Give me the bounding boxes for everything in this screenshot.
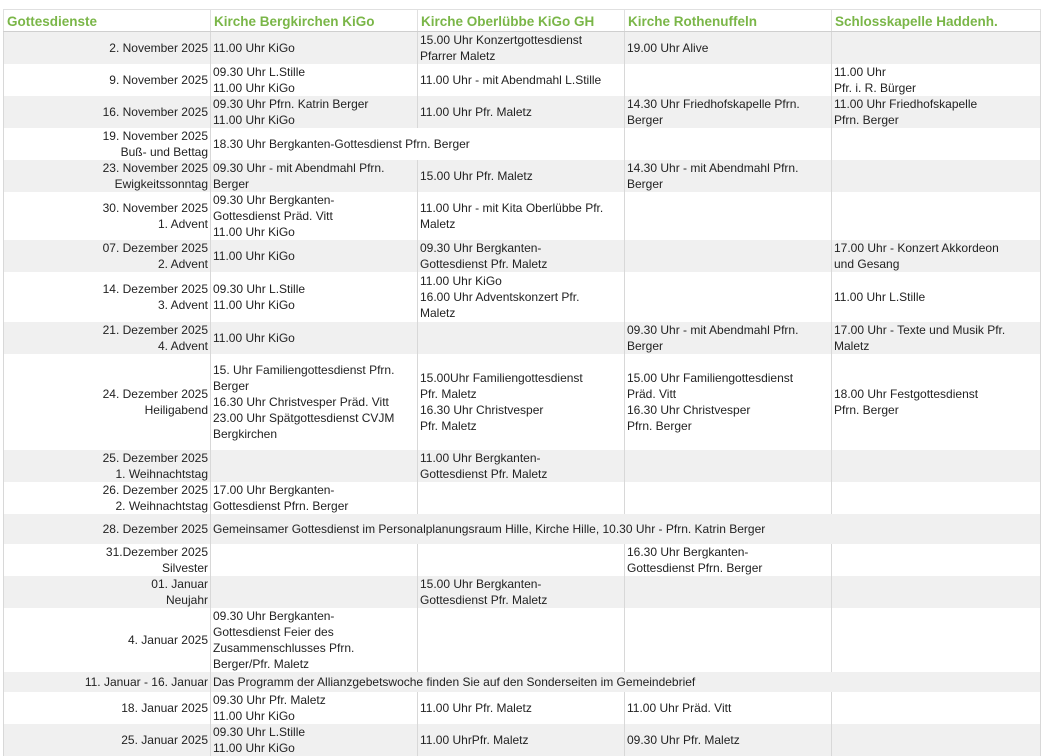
cell-line: Pfrn. Berger: [627, 418, 829, 434]
date-cell: [4, 724, 211, 756]
table-row: [4, 32, 1041, 65]
cell-line: Gottesdienst Präd. Vitt: [213, 208, 415, 224]
cell-line: 11.00 Uhr L.Stille: [834, 289, 1038, 305]
haddenhausen-cell: [832, 450, 1041, 482]
oberluebbe-cell: [418, 692, 625, 724]
cell-line: 09.30 Uhr - mit Abendmahl Pfrn.: [627, 322, 829, 338]
table-row: [4, 482, 1041, 514]
cell-line: Heiligabend: [6, 402, 208, 418]
date-cell: [4, 128, 211, 160]
cell-line: 17.00 Uhr Bergkanten-: [213, 482, 415, 498]
cell-line: 2. November 2025: [6, 40, 208, 56]
haddenhausen-cell: [832, 544, 1041, 576]
oberluebbe-cell: [418, 272, 625, 322]
oberluebbe-cell: [418, 450, 625, 482]
cell-line: 07. Dezember 2025: [6, 240, 208, 256]
haddenhausen-cell: [832, 240, 1041, 272]
oberluebbe-cell: [418, 64, 625, 96]
date-cell: [4, 160, 211, 192]
cell-line: 09.30 Uhr Bergkanten-: [213, 192, 415, 208]
merged-service-cell: [211, 128, 625, 160]
service-cell: [832, 128, 1041, 160]
cell-line: 15.00 Uhr Konzertgottesdienst: [420, 32, 622, 48]
bergkirchen-cell: [211, 544, 418, 576]
cell-line: 11.00 Uhr - mit Abendmahl L.Stille: [420, 72, 622, 88]
cell-line: 23. November 2025: [6, 160, 208, 176]
bergkirchen-cell: [211, 354, 418, 450]
cell-line: 09.30 Uhr Bergkanten-: [213, 608, 415, 624]
cell-line: 11.00 Uhr Pfr. Maletz: [420, 700, 622, 716]
cell-line: 30. November 2025: [6, 200, 208, 216]
table-row: [4, 128, 1041, 160]
date-cell: [4, 354, 211, 450]
cell-line: 23.00 Uhr Spätgottesdienst CVJM: [213, 410, 415, 426]
table-row: [4, 608, 1041, 672]
cell-line: Berger: [627, 176, 829, 192]
cell-line: 1. Weihnachtstag: [6, 466, 208, 482]
cell-line: Pfrn. Berger: [834, 402, 1038, 418]
cell-line: 17.00 Uhr - Texte und Musik Pfr.: [834, 322, 1038, 338]
header-gottesdienste: Gottesdienste: [4, 10, 211, 32]
header-oberluebbe: Kirche Oberlübbe KiGo GH: [418, 10, 625, 32]
table-row: [4, 192, 1041, 240]
cell-line: 09.30 Uhr Pfr. Maletz: [213, 692, 415, 708]
oberluebbe-cell: [418, 32, 625, 65]
table-row: [4, 672, 1041, 692]
cell-line: 01. Januar: [6, 576, 208, 592]
cell-line: 11.00 Uhr Bergkanten-: [420, 450, 622, 466]
cell-line: Berger: [213, 378, 415, 394]
rothenuffeln-cell: [625, 724, 832, 756]
cell-line: Pfrn. Berger: [834, 112, 1038, 128]
oberluebbe-cell: [418, 724, 625, 756]
oberluebbe-cell: [418, 192, 625, 240]
rothenuffeln-cell: [625, 240, 832, 272]
bergkirchen-cell: [211, 96, 418, 128]
cell-line: 11.00 UhrPfr. Maletz: [420, 732, 622, 748]
cell-line: 16. November 2025: [6, 104, 208, 120]
date-cell: [4, 240, 211, 272]
bergkirchen-cell: [211, 272, 418, 322]
oberluebbe-cell: [418, 96, 625, 128]
bergkirchen-cell: [211, 608, 418, 672]
date-cell: [4, 96, 211, 128]
haddenhausen-cell: [832, 608, 1041, 672]
haddenhausen-cell: [832, 354, 1041, 450]
bergkirchen-cell: [211, 692, 418, 724]
haddenhausen-cell: [832, 692, 1041, 724]
oberluebbe-cell: [418, 160, 625, 192]
cell-line: 25. Dezember 2025: [6, 450, 208, 466]
bergkirchen-cell: [211, 724, 418, 756]
cell-line: 09.30 Uhr Bergkanten-: [420, 240, 622, 256]
haddenhausen-cell: [832, 322, 1041, 354]
cell-line: 11.00 Uhr KiGo: [213, 40, 415, 56]
haddenhausen-cell: [832, 576, 1041, 608]
cell-line: 09.30 Uhr Pfrn. Katrin Berger: [213, 96, 415, 112]
date-cell: [4, 482, 211, 514]
cell-line: 4. Januar 2025: [6, 632, 208, 648]
table-row: [4, 724, 1041, 756]
date-cell: [4, 672, 211, 692]
cell-line: 09.30 Uhr L.Stille: [213, 281, 415, 297]
cell-line: Gottesdienst Pfrn. Berger: [213, 498, 415, 514]
cell-line: 09.30 Uhr L.Stille: [213, 724, 415, 740]
header-haddenhausen: Schlosskapelle Haddenh.: [832, 10, 1041, 32]
haddenhausen-cell: [832, 192, 1041, 240]
cell-line: 9. November 2025: [6, 72, 208, 88]
cell-line: 16.30 Uhr Bergkanten-: [627, 544, 829, 560]
cell-line: Gottesdienst Feier des: [213, 624, 415, 640]
bergkirchen-cell: [211, 482, 418, 514]
rothenuffeln-cell: [625, 576, 832, 608]
cell-line: 21. Dezember 2025: [6, 322, 208, 338]
rothenuffeln-cell: [625, 322, 832, 354]
rothenuffeln-cell: [625, 544, 832, 576]
oberluebbe-cell: [418, 322, 625, 354]
cell-line: 18. Januar 2025: [6, 700, 208, 716]
date-cell: [4, 514, 211, 544]
cell-line: 11. Januar - 16. Januar: [6, 674, 208, 690]
cell-line: 19. November 2025: [6, 128, 208, 144]
table-row: [4, 692, 1041, 724]
cell-line: Maletz: [420, 305, 622, 321]
cell-line: Gottesdienst Pfr. Maletz: [420, 256, 622, 272]
table-row: [4, 544, 1041, 576]
cell-line: 11.00 Uhr - mit Kita Oberlübbe Pfr.: [420, 200, 622, 216]
cell-line: 11.00 Uhr Pfr. Maletz: [420, 104, 622, 120]
bergkirchen-cell: [211, 450, 418, 482]
date-cell: [4, 192, 211, 240]
cell-line: 11.00 Uhr Präd. Vitt: [627, 700, 829, 716]
bergkirchen-cell: [211, 32, 418, 65]
cell-line: 15.00 Uhr Bergkanten-: [420, 576, 622, 592]
cell-line: 17.00 Uhr - Konzert Akkordeon: [834, 240, 1038, 256]
oberluebbe-cell: [418, 482, 625, 514]
haddenhausen-cell: [832, 96, 1041, 128]
cell-line: 11.00 Uhr KiGo: [213, 297, 415, 313]
oberluebbe-cell: [418, 354, 625, 450]
cell-line: Gottesdienst Pfr. Maletz: [420, 592, 622, 608]
bergkirchen-cell: [211, 192, 418, 240]
cell-line: Berger/Pfr. Maletz: [213, 656, 415, 672]
cell-line: 15. Uhr Familiengottesdienst Pfrn.: [213, 362, 415, 378]
cell-line: Gottesdienst Pfr. Maletz: [420, 466, 622, 482]
haddenhausen-cell: [832, 724, 1041, 756]
header-rothenuffeln: Kirche Rothenuffeln: [625, 10, 832, 32]
bergkirchen-cell: [211, 322, 418, 354]
notice-cell: [211, 514, 1041, 544]
date-cell: [4, 64, 211, 96]
notice-text: Das Programm der Allianzgebetswoche finden Sie auf den Sonderseiten im Gemeindebrief: [213, 674, 1038, 690]
cell-line: Neujahr: [6, 592, 208, 608]
date-cell: [4, 544, 211, 576]
date-cell: [4, 692, 211, 724]
bergkirchen-cell: [211, 64, 418, 96]
cell-line: Bergkirchen: [213, 426, 415, 442]
rothenuffeln-cell: [625, 692, 832, 724]
header-bergkirchen: Kirche Bergkirchen KiGo: [211, 10, 418, 32]
cell-line: Pfr. i. R. Bürger: [834, 80, 1038, 96]
cell-line: 14. Dezember 2025: [6, 281, 208, 297]
rothenuffeln-cell: [625, 608, 832, 672]
oberluebbe-cell: [418, 544, 625, 576]
rothenuffeln-cell: [625, 272, 832, 322]
cell-line: 11.00 Uhr KiGo: [213, 708, 415, 724]
cell-line: 1. Advent: [6, 216, 208, 232]
cell-line: 24. Dezember 2025: [6, 386, 208, 402]
cell-line: 15.00Uhr Familiengottesdienst: [420, 370, 622, 386]
cell-line: Berger: [627, 112, 829, 128]
oberluebbe-cell: [418, 576, 625, 608]
cell-line: 11.00 Uhr KiGo: [213, 112, 415, 128]
rothenuffeln-cell: [625, 192, 832, 240]
cell-line: Buß- und Bettag: [6, 144, 208, 160]
cell-line: 2. Weihnachtstag: [6, 498, 208, 514]
haddenhausen-cell: [832, 160, 1041, 192]
date-cell: [4, 576, 211, 608]
cell-line: Maletz: [834, 338, 1038, 354]
rothenuffeln-cell: [625, 64, 832, 96]
table-row: [4, 240, 1041, 272]
date-cell: [4, 450, 211, 482]
cell-line: 4. Advent: [6, 338, 208, 354]
haddenhausen-cell: [832, 32, 1041, 65]
cell-line: Pfarrer Maletz: [420, 48, 622, 64]
cell-line: und Gesang: [834, 256, 1038, 272]
table-row: [4, 450, 1041, 482]
rothenuffeln-cell: [625, 450, 832, 482]
cell-line: Maletz: [420, 216, 622, 232]
haddenhausen-cell: [832, 64, 1041, 96]
cell-line: 14.30 Uhr - mit Abendmahl Pfrn.: [627, 160, 829, 176]
rothenuffeln-cell: [625, 482, 832, 514]
header-row: [4, 10, 1041, 32]
bergkirchen-cell: [211, 576, 418, 608]
cell-line: 28. Dezember 2025: [6, 521, 208, 537]
cell-line: Berger: [213, 176, 415, 192]
cell-line: 14.30 Uhr Friedhofskapelle Pfrn.: [627, 96, 829, 112]
cell-line: 16.30 Uhr Christvesper: [627, 402, 829, 418]
date-cell: [4, 272, 211, 322]
table-row: [4, 96, 1041, 128]
cell-line: 09.30 Uhr Pfr. Maletz: [627, 732, 829, 748]
date-cell: [4, 322, 211, 354]
haddenhausen-cell: [832, 272, 1041, 322]
table-row: [4, 576, 1041, 608]
cell-line: 11.00 Uhr KiGo: [420, 273, 622, 289]
date-cell: [4, 608, 211, 672]
cell-line: 09.30 Uhr L.Stille: [213, 64, 415, 80]
oberluebbe-cell: [418, 240, 625, 272]
cell-line: 26. Dezember 2025: [6, 482, 208, 498]
cell-line: 11.00 Uhr KiGo: [213, 248, 415, 264]
cell-line: Gottesdienst Pfrn. Berger: [627, 560, 829, 576]
services-table: [3, 9, 1041, 756]
cell-line: 16.00 Uhr Adventskonzert Pfr.: [420, 289, 622, 305]
cell-line: 15.00 Uhr Pfr. Maletz: [420, 168, 622, 184]
cell-line: Zusammenschlusses Pfrn.: [213, 640, 415, 656]
services-body: [4, 32, 1041, 756]
cell-line: 31.Dezember 2025: [6, 544, 208, 560]
cell-line: Pfr. Maletz: [420, 418, 622, 434]
cell-line: 11.00 Uhr KiGo: [213, 740, 415, 756]
table-row: [4, 272, 1041, 322]
cell-line: 11.00 Uhr: [834, 64, 1038, 80]
cell-line: 3. Advent: [6, 297, 208, 313]
table-row: [4, 64, 1041, 96]
cell-line: 19.00 Uhr Alive: [627, 40, 829, 56]
bergkirchen-cell: [211, 240, 418, 272]
cell-line: Silvester: [6, 560, 208, 576]
table-row: [4, 514, 1041, 544]
cell-line: 25. Januar 2025: [6, 732, 208, 748]
cell-line: 11.00 Uhr Friedhofskapelle: [834, 96, 1038, 112]
service-cell: [625, 128, 832, 160]
cell-line: Präd. Vitt: [627, 386, 829, 402]
cell-line: 11.00 Uhr KiGo: [213, 224, 415, 240]
cell-line: 18.30 Uhr Bergkanten-Gottesdienst Pfrn. Berger: [213, 136, 622, 152]
cell-line: 18.00 Uhr Festgottesdienst: [834, 386, 1038, 402]
cell-line: Pfr. Maletz: [420, 386, 622, 402]
cell-line: 2. Advent: [6, 256, 208, 272]
cell-line: Ewigkeitssonntag: [6, 176, 208, 192]
rothenuffeln-cell: [625, 32, 832, 65]
notice-text: Gemeinsamer Gottesdienst im Personalplanungsraum Hille, Kirche Hille, 10.30 Uhr - Pfrn. Katrin Berger: [213, 521, 1038, 537]
cell-line: Berger: [627, 338, 829, 354]
bergkirchen-cell: [211, 160, 418, 192]
cell-line: 11.00 Uhr KiGo: [213, 330, 415, 346]
date-cell: [4, 32, 211, 65]
cell-line: 09.30 Uhr - mit Abendmahl Pfrn.: [213, 160, 415, 176]
cell-line: 15.00 Uhr Familiengottesdienst: [627, 370, 829, 386]
oberluebbe-cell: [418, 608, 625, 672]
cell-line: 16.30 Uhr Christvesper Präd. Vitt: [213, 394, 415, 410]
table-row: [4, 354, 1041, 450]
rothenuffeln-cell: [625, 96, 832, 128]
notice-cell: [211, 672, 1041, 692]
rothenuffeln-cell: [625, 160, 832, 192]
haddenhausen-cell: [832, 482, 1041, 514]
table-row: [4, 160, 1041, 192]
rothenuffeln-cell: [625, 354, 832, 450]
cell-line: 16.30 Uhr Christvesper: [420, 402, 622, 418]
cell-line: 11.00 Uhr KiGo: [213, 80, 415, 96]
table-row: [4, 322, 1041, 354]
